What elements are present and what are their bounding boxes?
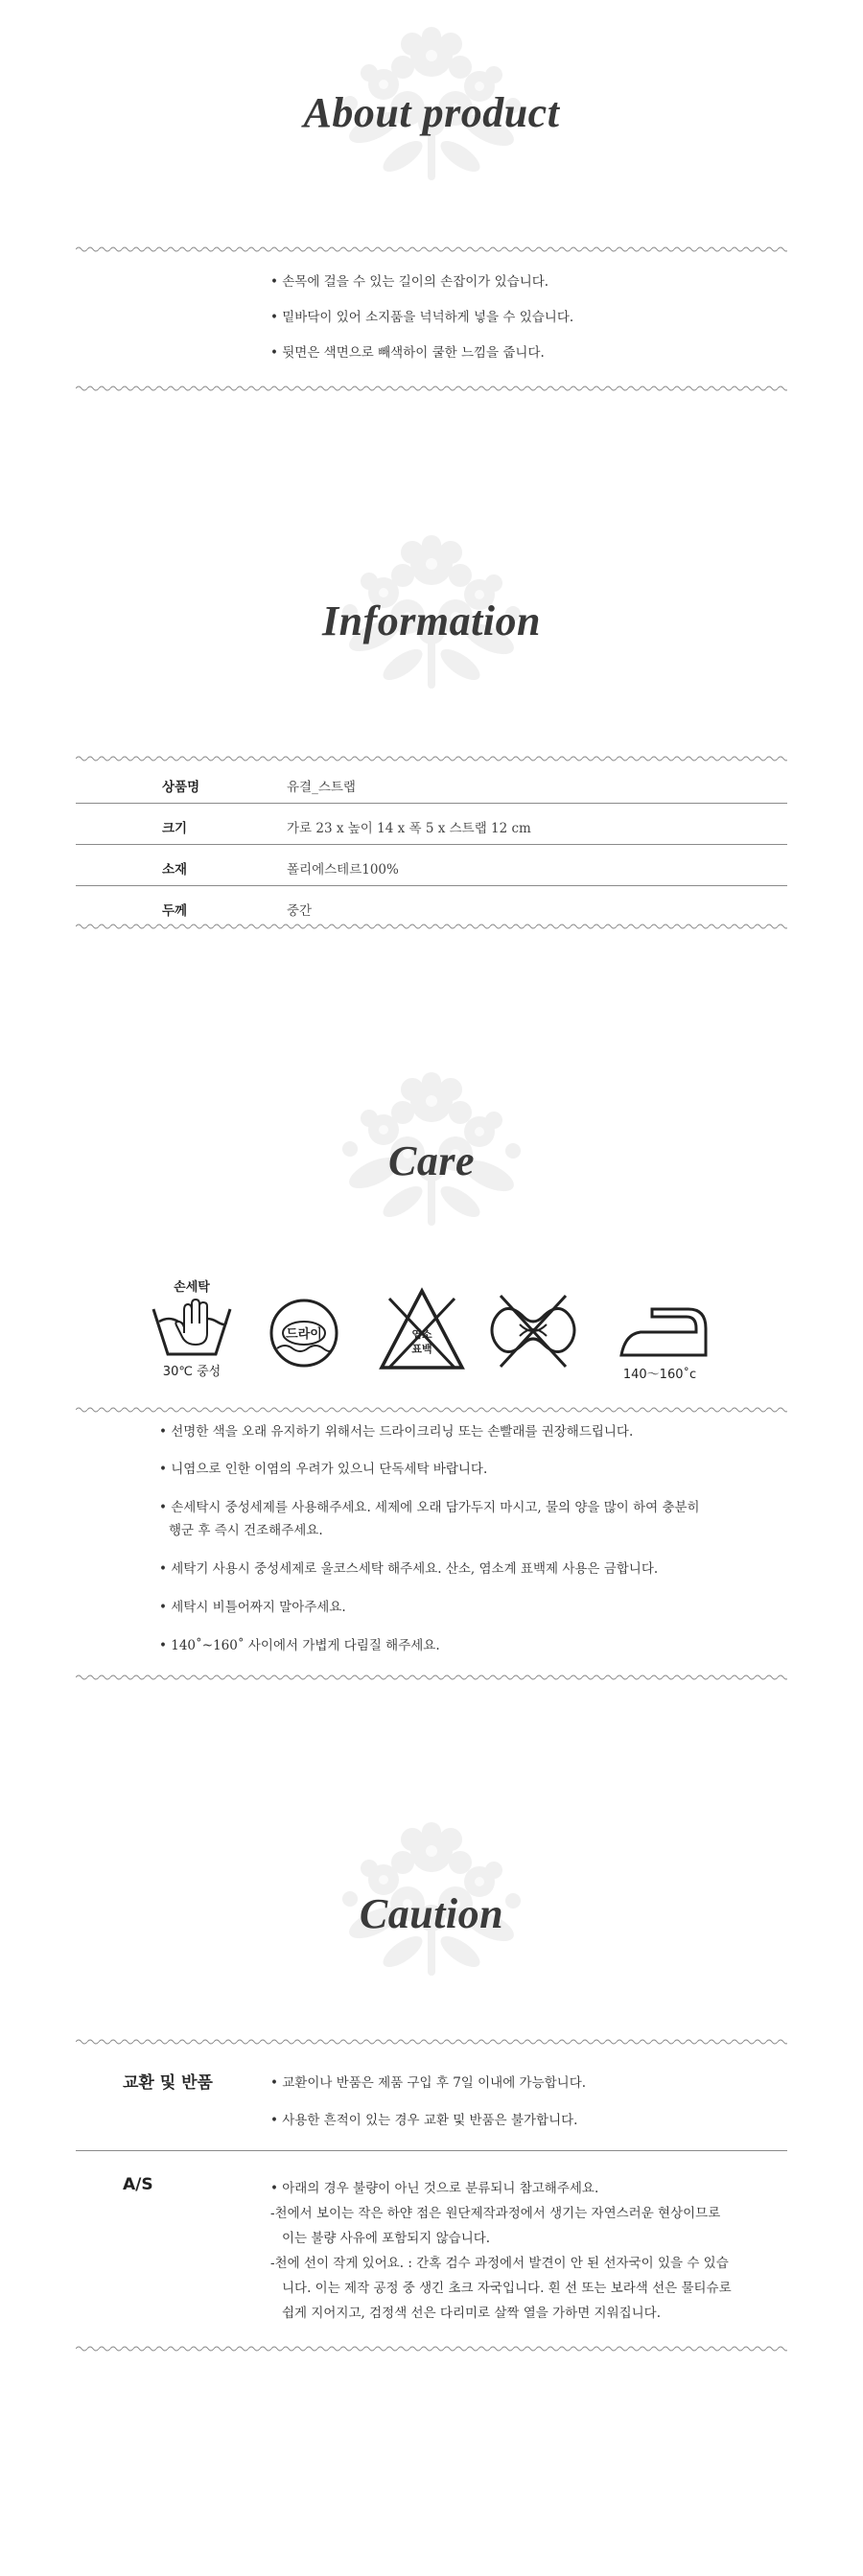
info-row-material (76, 845, 787, 886)
about-bullet: • 밑바닥이 있어 소지품을 넉넉하게 넣을 수 있습니다. (270, 310, 574, 325)
about-bullet: • 손목에 걸을 수 있는 길이의 손잡이가 있습니다. (270, 274, 549, 290)
info-row-size (76, 804, 787, 845)
about-bullet: • 뒷면은 색면으로 빼색하이 쿨한 느낌을 줍니다. (270, 345, 545, 361)
bleach-icon (376, 1285, 468, 1377)
exchange-line: • 사용한 흔적이 있는 경우 교환 및 반품은 불가합니다. (270, 2113, 578, 2128)
no-wring-icon (487, 1290, 579, 1372)
wavy-divider (76, 2345, 787, 2353)
exchange-heading: 교환 및 반품 (123, 2073, 213, 2093)
dry-clean-icon (266, 1295, 342, 1371)
hand-wash-temp-label: 30℃ 중성 (162, 1365, 222, 1379)
as-line: 이는 불량 사유에 포함되지 않습니다. (282, 2231, 491, 2246)
care-bullet: • 세탁기 사용시 중성세제로 울코스세탁 해주세요. 산소, 염소계 표백제 사용은 금합니다. (159, 1561, 659, 1577)
info-value: 유결_스트랩 (287, 780, 356, 795)
info-value: 가로 23 x 높이 14 x 폭 5 x 스트랩 12 cm (287, 821, 531, 836)
wavy-divider (76, 1674, 787, 1681)
hand-wash-icon (144, 1276, 240, 1381)
as-line: -천에서 보이는 작은 하얀 점은 원단제작과정에서 생기는 자연스러운 현상이므로 (270, 2206, 721, 2221)
info-row-thickness (76, 886, 787, 927)
bleach-label: 표백 (411, 1343, 432, 1355)
info-key: 크기 (162, 821, 188, 836)
care-bullet: • 손세탁시 중성세제를 사용해주세요. 세제에 오래 담가두지 마시고, 물의 양을 많이 하여 충분히 (159, 1500, 700, 1515)
wavy-divider (76, 755, 787, 762)
iron-temp-label: 140～160˚c (622, 1368, 697, 1382)
care-bullet: • 세탁시 비틀어짜지 말아주세요. (159, 1600, 346, 1615)
as-heading: A/S (123, 2175, 153, 2194)
info-key: 두께 (162, 903, 188, 919)
info-key: 소재 (162, 862, 188, 878)
hand-wash-label: 손세탁 (174, 1280, 210, 1295)
bleach-label: 염소 (411, 1328, 432, 1341)
wavy-divider (76, 923, 787, 930)
care-bullet: • 140˚~160˚ 사이에서 가볍게 다림질 해주세요. (159, 1638, 440, 1653)
information-title: Information (321, 597, 541, 644)
caution-title: Caution (359, 1890, 504, 1937)
info-value: 중간 (287, 903, 313, 919)
wavy-divider (76, 246, 787, 253)
as-line: 쉽게 지어지고, 검정색 선은 다리미로 살짝 열을 가하면 지워집니다. (282, 2306, 662, 2321)
caution-divider (76, 2150, 787, 2151)
info-row-name (76, 762, 787, 804)
care-bullet-cont: 행군 후 즉시 건조해주세요. (169, 1523, 323, 1538)
info-value: 폴리에스테르100% (287, 862, 399, 878)
care-title: Care (388, 1137, 475, 1184)
care-bullet: • 니염으로 인한 이염의 우려가 있으니 단독세탁 바랍니다. (159, 1462, 488, 1477)
as-line: • 아래의 경우 불량이 아닌 것으로 분류되니 참고해주세요. (270, 2181, 599, 2196)
as-line: 니다. 이는 제작 공정 중 생긴 초크 자국입니다. 흰 선 또는 보라색 선은 물티슈로 (282, 2281, 732, 2296)
wavy-divider (76, 1406, 787, 1414)
dry-clean-label: 드라이 (286, 1327, 322, 1342)
as-line: -천에 선이 작게 있어요. : 간혹 검수 과정에서 발견이 안 된 선자국이 있을 수 있습 (270, 2256, 729, 2271)
iron-icon (614, 1290, 719, 1386)
wavy-divider (76, 2038, 787, 2046)
info-key: 상품명 (162, 780, 200, 795)
wavy-divider (76, 385, 787, 392)
exchange-line: • 교환이나 반품은 제품 구입 후 7일 이내에 가능합니다. (270, 2075, 587, 2091)
care-bullet: • 선명한 색을 오래 유지하기 위해서는 드라이크리닝 또는 손빨래를 권장해드립니다. (159, 1424, 634, 1440)
about-title: About product (303, 89, 560, 136)
